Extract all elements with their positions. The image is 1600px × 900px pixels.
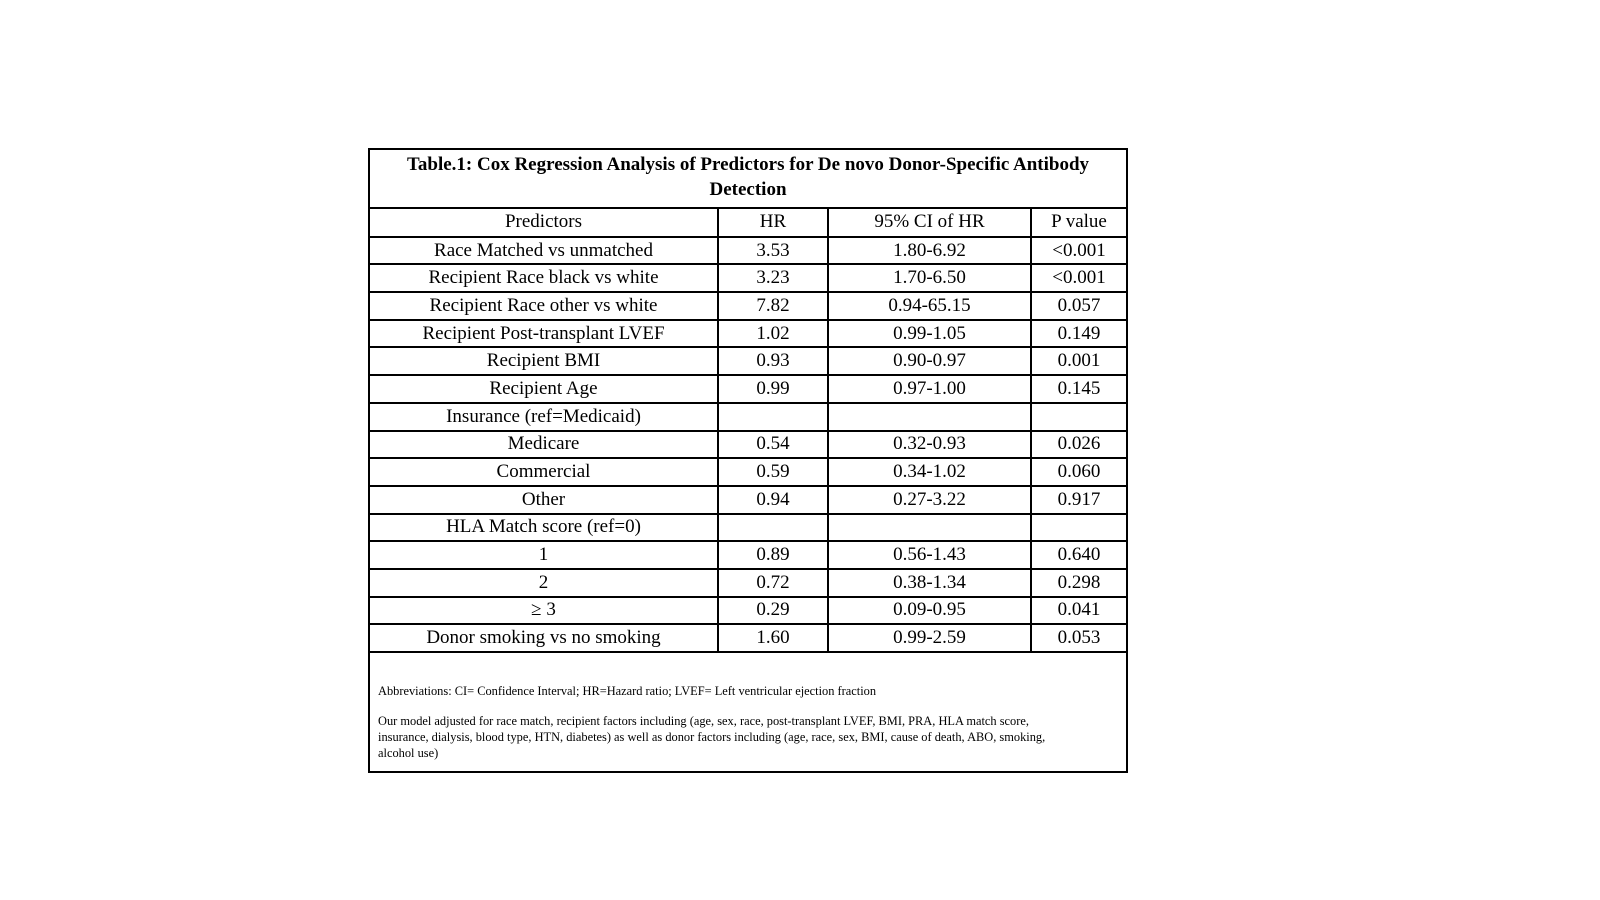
cell-predictor: Donor smoking vs no smoking bbox=[370, 624, 718, 652]
cell-ci bbox=[828, 403, 1031, 431]
cell-predictor: Medicare bbox=[370, 431, 718, 459]
cell-hr: 3.23 bbox=[718, 264, 828, 292]
abbreviations-note: Abbreviations: CI= Confidence Interval; HR=Hazard ratio; LVEF= Left ventricular ejection fraction bbox=[378, 684, 877, 698]
cell-ci: 1.70-6.50 bbox=[828, 264, 1031, 292]
cell-predictor: 1 bbox=[370, 541, 718, 569]
cell-ci: 0.97-1.00 bbox=[828, 375, 1031, 403]
header-hr: HR bbox=[718, 209, 828, 237]
model-adjustment-note bbox=[378, 713, 1118, 761]
table-row bbox=[370, 237, 1126, 265]
cell-ci: 0.38-1.34 bbox=[828, 569, 1031, 597]
cell-ci: 0.94-65.15 bbox=[828, 292, 1031, 320]
cell-p-value: 0.001 bbox=[1031, 347, 1126, 375]
cell-hr: 0.72 bbox=[718, 569, 828, 597]
cell-hr: 0.54 bbox=[718, 431, 828, 459]
cell-hr: 3.53 bbox=[718, 237, 828, 265]
cell-hr: 0.29 bbox=[718, 597, 828, 625]
cell-ci: 0.27-3.22 bbox=[828, 486, 1031, 514]
header-predictors: Predictors bbox=[370, 209, 718, 237]
cell-predictor: Recipient Post-transplant LVEF bbox=[370, 320, 718, 348]
table-row bbox=[370, 292, 1126, 320]
regression-table bbox=[368, 148, 1128, 773]
cell-hr: 0.99 bbox=[718, 375, 828, 403]
cell-ci: 1.80-6.92 bbox=[828, 237, 1031, 265]
cell-ci: 0.99-2.59 bbox=[828, 624, 1031, 652]
cell-hr: 0.93 bbox=[718, 347, 828, 375]
cell-predictor: Recipient Age bbox=[370, 375, 718, 403]
table-row bbox=[370, 458, 1126, 486]
cell-p-value bbox=[1031, 514, 1126, 542]
table-row bbox=[370, 486, 1126, 514]
cell-predictor: Insurance (ref=Medicaid) bbox=[370, 403, 718, 431]
table-footnotes bbox=[370, 683, 1126, 761]
cell-hr: 0.89 bbox=[718, 541, 828, 569]
cell-p-value: 0.640 bbox=[1031, 541, 1126, 569]
predictors-table bbox=[370, 209, 1126, 653]
cell-predictor: Other bbox=[370, 486, 718, 514]
cell-p-value bbox=[1031, 403, 1126, 431]
cell-p-value: 0.917 bbox=[1031, 486, 1126, 514]
cell-hr: 0.94 bbox=[718, 486, 828, 514]
cell-hr bbox=[718, 403, 828, 431]
cell-predictor: Recipient Race other vs white bbox=[370, 292, 718, 320]
table-title bbox=[370, 150, 1126, 209]
cell-predictor: 2 bbox=[370, 569, 718, 597]
cell-p-value: 0.041 bbox=[1031, 597, 1126, 625]
header-p-value: P value bbox=[1031, 209, 1126, 237]
cell-predictor: ≥ 3 bbox=[370, 597, 718, 625]
cell-hr: 1.60 bbox=[718, 624, 828, 652]
cell-ci: 0.99-1.05 bbox=[828, 320, 1031, 348]
model-note-line-3: alcohol use) bbox=[378, 746, 439, 760]
cell-ci: 0.34-1.02 bbox=[828, 458, 1031, 486]
table-row bbox=[370, 320, 1126, 348]
cell-p-value: 0.149 bbox=[1031, 320, 1126, 348]
table-row bbox=[370, 403, 1126, 431]
table-row bbox=[370, 347, 1126, 375]
model-note-line-2: insurance, dialysis, blood type, HTN, diabetes) as well as donor factors including (age, race, sex, BMI, cause of death, ABO, smoking, bbox=[378, 730, 1046, 744]
table-row bbox=[370, 264, 1126, 292]
cell-p-value: 0.060 bbox=[1031, 458, 1126, 486]
cell-predictor: Recipient Race black vs white bbox=[370, 264, 718, 292]
table-row bbox=[370, 541, 1126, 569]
table-row bbox=[370, 514, 1126, 542]
cell-p-value: 0.057 bbox=[1031, 292, 1126, 320]
header-row bbox=[370, 209, 1126, 237]
cell-ci bbox=[828, 514, 1031, 542]
cell-p-value: 0.026 bbox=[1031, 431, 1126, 459]
cell-p-value: <0.001 bbox=[1031, 237, 1126, 265]
table-title-line-2: Detection bbox=[709, 179, 787, 200]
table-row bbox=[370, 624, 1126, 652]
header-ci: 95% CI of HR bbox=[828, 209, 1031, 237]
cell-ci: 0.09-0.95 bbox=[828, 597, 1031, 625]
cell-ci: 0.56-1.43 bbox=[828, 541, 1031, 569]
table-row bbox=[370, 597, 1126, 625]
cell-ci: 0.90-0.97 bbox=[828, 347, 1031, 375]
cell-predictor: Commercial bbox=[370, 458, 718, 486]
cell-hr: 0.59 bbox=[718, 458, 828, 486]
cell-p-value: 0.053 bbox=[1031, 624, 1126, 652]
cell-p-value: 0.145 bbox=[1031, 375, 1126, 403]
model-note-line-1: Our model adjusted for race match, recipient factors including (age, sex, race, post-transplant LVEF, BMI, PRA, HLA match score, bbox=[378, 714, 1029, 728]
cell-ci: 0.32-0.93 bbox=[828, 431, 1031, 459]
cell-hr bbox=[718, 514, 828, 542]
table-row bbox=[370, 431, 1126, 459]
cell-p-value: <0.001 bbox=[1031, 264, 1126, 292]
cell-hr: 1.02 bbox=[718, 320, 828, 348]
table-row bbox=[370, 375, 1126, 403]
table-title-line-1: Table.1: Cox Regression Analysis of Predictors for De novo Donor-Specific Antibody bbox=[406, 154, 1090, 175]
cell-hr: 7.82 bbox=[718, 292, 828, 320]
cell-predictor: Recipient BMI bbox=[370, 347, 718, 375]
cell-predictor: Race Matched vs unmatched bbox=[370, 237, 718, 265]
cell-predictor: HLA Match score (ref=0) bbox=[370, 514, 718, 542]
table-row bbox=[370, 569, 1126, 597]
cell-p-value: 0.298 bbox=[1031, 569, 1126, 597]
